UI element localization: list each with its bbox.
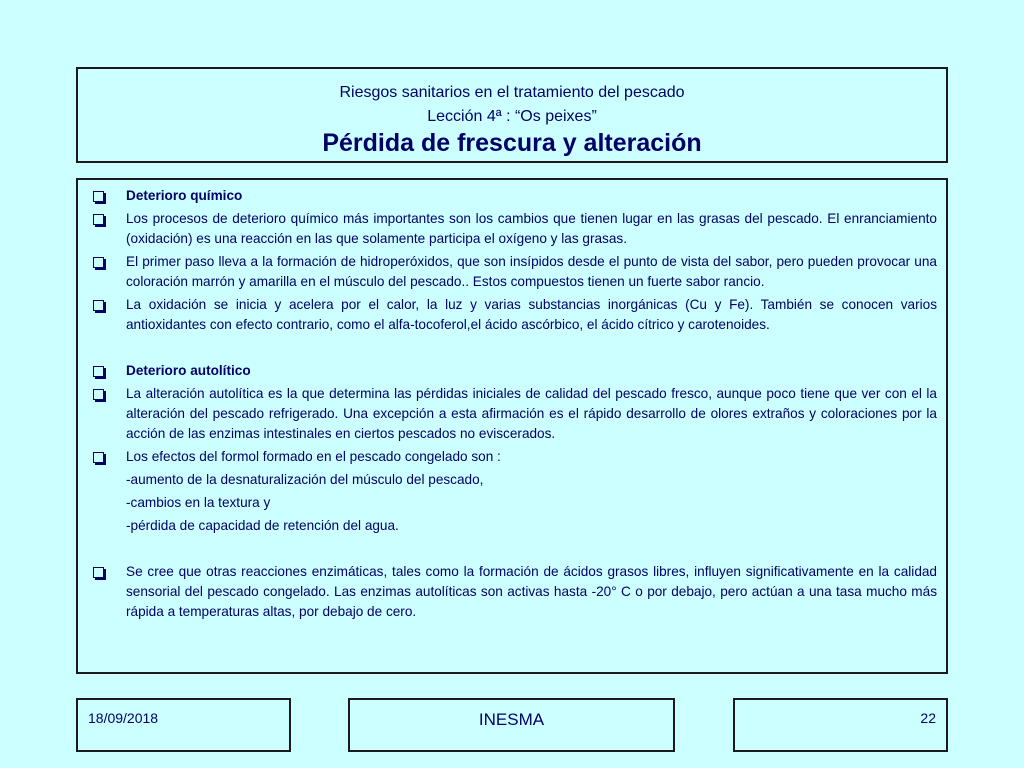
- checkbox-bullet-icon: [93, 191, 104, 202]
- list-item: [86, 252, 937, 292]
- list-item-text: Los procesos de deterioro químico más importantes son los cambios que tienen lugar en las grasas del pescado. El enranciamiento (oxidación) es una reacción en las que solamente participa el oxígeno y las grasas.: [126, 211, 937, 246]
- list-item: [86, 562, 937, 622]
- list-item: [86, 186, 937, 206]
- list-item-text: -cambios en la textura y: [126, 495, 271, 510]
- title-box: [76, 67, 948, 163]
- list-item-text: Se cree que otras reacciones enzimáticas, tales como la formación de ácidos grasos libres, influyen significativamente en la calidad sensorial del pescado congelado. Las enzimas autolíticas son activas hasta -20° C o por debajo, pero actúan a una tasa mucho más rápida a temperaturas altas, por debajo de cero.: [126, 564, 937, 619]
- list-item-text: -pérdida de capacidad de retención del agua.: [126, 518, 399, 533]
- course-title: Riesgos sanitarios en el tratamiento del pescado: [339, 84, 685, 101]
- bullet-list: [86, 186, 937, 625]
- list-item: [86, 384, 937, 444]
- list-item: [86, 361, 937, 381]
- footer-page-box: [733, 698, 948, 752]
- list-item: [86, 209, 937, 249]
- footer-organization-box: [348, 698, 675, 752]
- list-item-text: -aumento de la desnaturalización del músculo del pescado,: [126, 472, 484, 487]
- footer-date: 18/09/2018: [88, 710, 159, 726]
- checkbox-bullet-icon: [93, 366, 104, 377]
- list-item-text: La alteración autolítica es la que determina las pérdidas iniciales de calidad del pescado fresco, aunque poco tiene que ver con el la alteración del pescado refrigerado. Una excepción a esta afirmación es el rápido desarrollo de olores extraños y coloraciones por la acción de las enzimas intestinales en ciertos pescados no eviscerados.: [126, 386, 937, 441]
- list-item: [86, 295, 937, 335]
- list-item: [86, 447, 937, 467]
- lesson-title: Lección 4ª : “Os peixes”: [427, 108, 597, 125]
- list-item-text: Deterioro autolítico: [126, 363, 251, 378]
- slide-title: Pérdida de frescura y alteración: [322, 129, 702, 157]
- list-item: [86, 516, 937, 536]
- footer-organization: INESMA: [478, 710, 545, 729]
- list-item-text: Los efectos del formol formado en el pescado congelado son :: [126, 449, 501, 464]
- checkbox-bullet-icon: [93, 452, 104, 463]
- list-item: [86, 470, 937, 490]
- content-box: [76, 178, 948, 674]
- list-item-text: El primer paso lleva a la formación de hidroperóxidos, que son insípidos desde el punto de vista del sabor, pero pueden provocar una coloración marrón y amarilla en el músculo del pescado.. Estos compuestos tienen un fuerte sabor rancio.: [126, 254, 937, 289]
- list-item: [86, 493, 937, 513]
- list-item-text: Deterioro químico: [126, 188, 243, 203]
- checkbox-bullet-icon: [93, 389, 104, 400]
- checkbox-bullet-icon: [93, 300, 104, 311]
- slide-number: 22: [920, 710, 936, 726]
- checkbox-bullet-icon: [93, 214, 104, 225]
- checkbox-bullet-icon: [93, 567, 104, 578]
- list-item-text: La oxidación se inicia y acelera por el calor, la luz y varias substancias inorgánicas (Cu y Fe). También se conocen varios antioxidantes con efecto contrario, como el alfa-tocoferol,el ácido ascórbico, el ácido cítrico y carotenoides.: [126, 297, 937, 332]
- checkbox-bullet-icon: [93, 257, 104, 268]
- footer-date-box: [76, 698, 291, 752]
